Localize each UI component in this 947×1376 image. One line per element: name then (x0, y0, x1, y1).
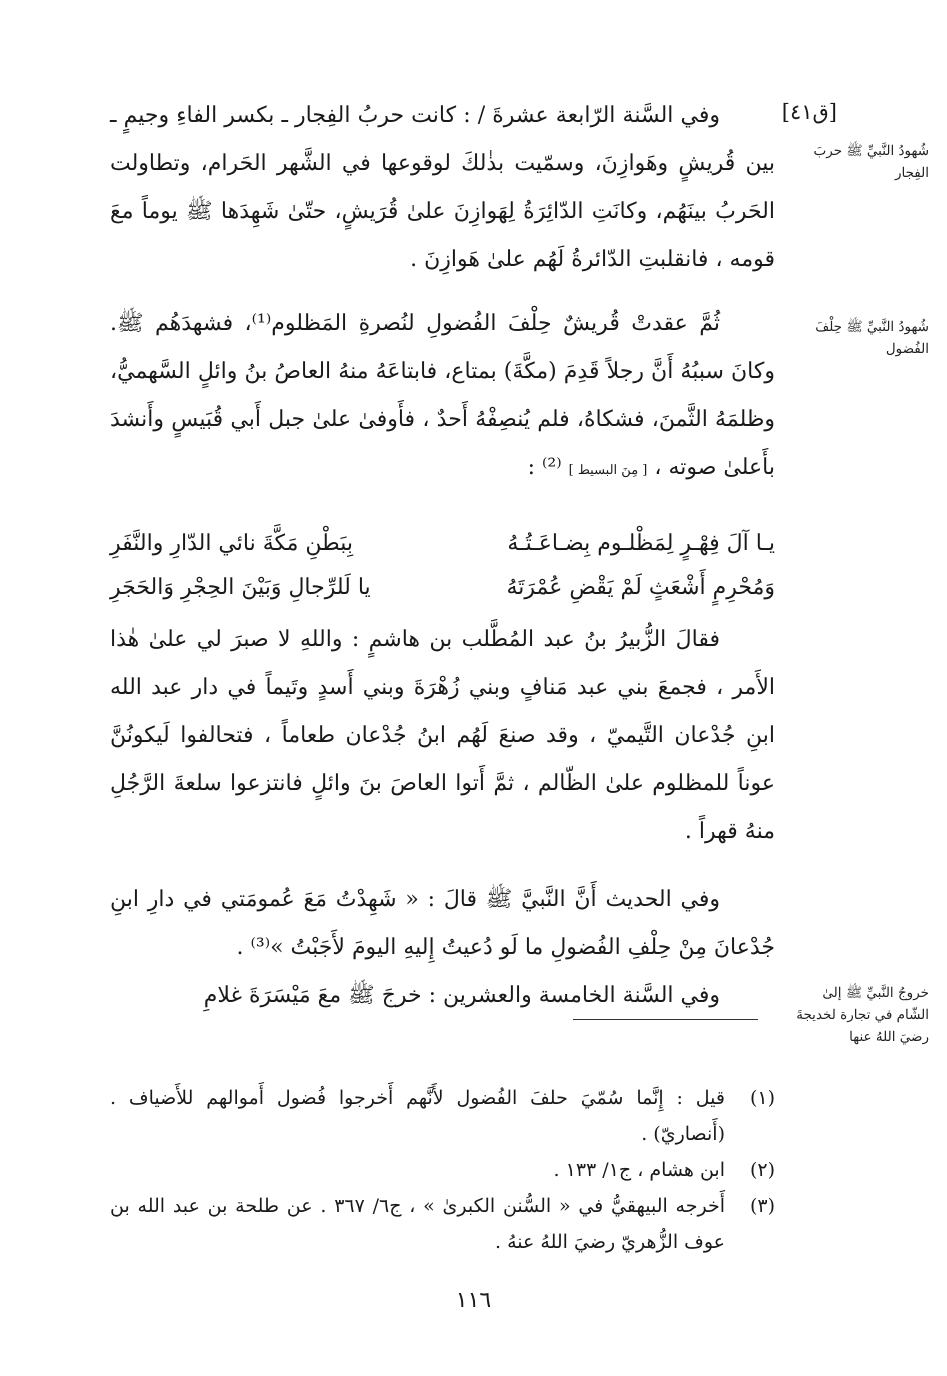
paragraph-zubayr: فقالَ الزُّبيرُ بنُ عبد المُطَّلب بن هاشمٍ : واللهِ لا صبرَ لي علىٰ هٰذا الأَمر ، فجمعَ بني عبد مَنافٍ وبني زُهْرَةَ وبني أَسدٍ وتَيماً في دار عبد الله ابنِ جُدْعان التَّيميّ ، وقد صنعَ لَهُم ابنُ جُدْعان طعاماً ، فتحالفوا لَيكونُنَّ عوناً للمظلوم علىٰ الظّالم ، ثمَّ أَتوا العاصَ بنَ وائلٍ فانتزعوا سلعةَ الرَّجُلِ منهُ قهراً . (110, 627, 775, 844)
footnote-3-text: أَخرجه البيهقيُّ في « السُّنن الكبرىٰ » ، ج٦/ ٣٦٧ . عن طلحة بن عبد الله بن عوف الزُّهريّ رضيَ اللهُ عنهُ . (110, 1195, 725, 1253)
footnote-3-number: (٣) (749, 1195, 775, 1217)
side-note-sham-trade: خروجُ النَّبيِّ ﷺ إلىٰ الشّام في تجارة لخديجةَ رضيَ اللهُ عنها (796, 985, 929, 1045)
poem-verse-1 (110, 522, 775, 566)
poem-verse-1-first-hemistich: يـا آلَ فِهْـرٍ لِمَظْلـوم بِضـاعَـتُـهُ (507, 531, 775, 556)
meter-note-tail: ⁽²⁾ : (527, 455, 562, 480)
side-note-fijar: شُهودُ النَّبيِّ ﷺ حربَ الفِجار (813, 143, 929, 181)
footnote-2 (110, 1152, 775, 1188)
footnote-3 (110, 1188, 775, 1260)
paragraph-hilf-fudul-text: ثُمَّ عقدتْ قُريشٌ حِلْفَ الفُضولِ لنُصرةِ المَظلوم⁽¹⁾، فشهدَهُم ﷺ. وكانَ سببُهُ أَنَّ رجلاً قَدِمَ (مكَّةَ) بمتاع، فابتاعَهُ منهُ العاصُ بنُ وائلٍ السَّهميُّ، وظلمَهُ الثَّمنَ، فشكاهُ، فلم يُنصِفْهُ أَحدٌ ، فأَوفىٰ علىٰ جبل أَبي قُبَيسٍ وأَنشدَ بأَعلىٰ صوته ، (110, 311, 775, 480)
footnote-2-number: (٢) (749, 1159, 775, 1181)
poem-verse-2-first-hemistich: وَمُحْرِمٍ أَشْعَثٍ لَمْ يَقْضِ عُمْرَتَهُ (506, 575, 775, 600)
poem-verse-2 (110, 566, 775, 610)
poem-verse-2-second-hemistich: يا لَلرِّجالِ وَبَيْنَ الحِجْرِ وَالحَجَرِ (110, 575, 371, 600)
manuscript-page-reference: [ق٤١] (781, 100, 837, 124)
paragraph-fijar-war: وفي السَّنة الرّابعة عشرةَ / : كانت حربُ الفِجار ـ بكسر الفاءِ وجيمٍ ـ بين قُريشٍ وهَوازِنَ، وسمّيت بذٰلكَ لوقوعها في الشَّهر الحَرام، وتطاولت الحَربُ بينَهُم، وكانَتِ الدّائِرَةُ لِهَوازِنَ علىٰ قُرَيشٍ، حتّىٰ شَهِدَها ﷺ يوماً معَ قومه ، فانقلبتِ الدّائرةُ لَهُم علىٰ هَوازِنَ . (110, 103, 775, 272)
footnote-2-text: ابن هشام ، ج١/ ١٣٣ . (553, 1159, 725, 1181)
paragraph-hilf-fudul (110, 300, 775, 495)
paragraph-hadith: وفي الحديث أَنَّ النَّبيَّ ﷺ قالَ : « شَهِدْتُ مَعَ عُمومَتي في دارِ ابنِ جُدْعانَ مِنْ حِلْفِ الفُضولِ ما لَو دُعيتُ إِليهِ اليومَ لأَجَبْتُ »⁽³⁾ . (110, 887, 775, 960)
side-note-fudul: شُهودُ النَّبيِّ ﷺ حِلْفَ الفُضول (815, 319, 929, 357)
paragraph-year-25: وفي السَّنة الخامسة والعشرين : خرجَ ﷺ معَ مَيْسَرَةَ غلامِ (203, 983, 720, 1008)
meter-note: [ مِنَ البسيط ] (568, 463, 648, 478)
footnote-1-text: قيل : إِنَّما سُمّيَ حلفَ الفُضول لأَنَّهم أَخرجوا فُضول أَموالهم للأَضياف . (أَنصاريّ) . (110, 1087, 725, 1145)
footnotes (110, 1080, 775, 1260)
footnote-separator (573, 1019, 758, 1020)
page-number: ١١٦ (455, 1288, 492, 1313)
footnote-1 (110, 1080, 775, 1152)
poem-verse-1-second-hemistich: بِبَطْنِ مَكَّةَ نائي الدّارِ والنَّفَرِ (110, 531, 353, 556)
footnote-1-number: (١) (749, 1087, 775, 1109)
